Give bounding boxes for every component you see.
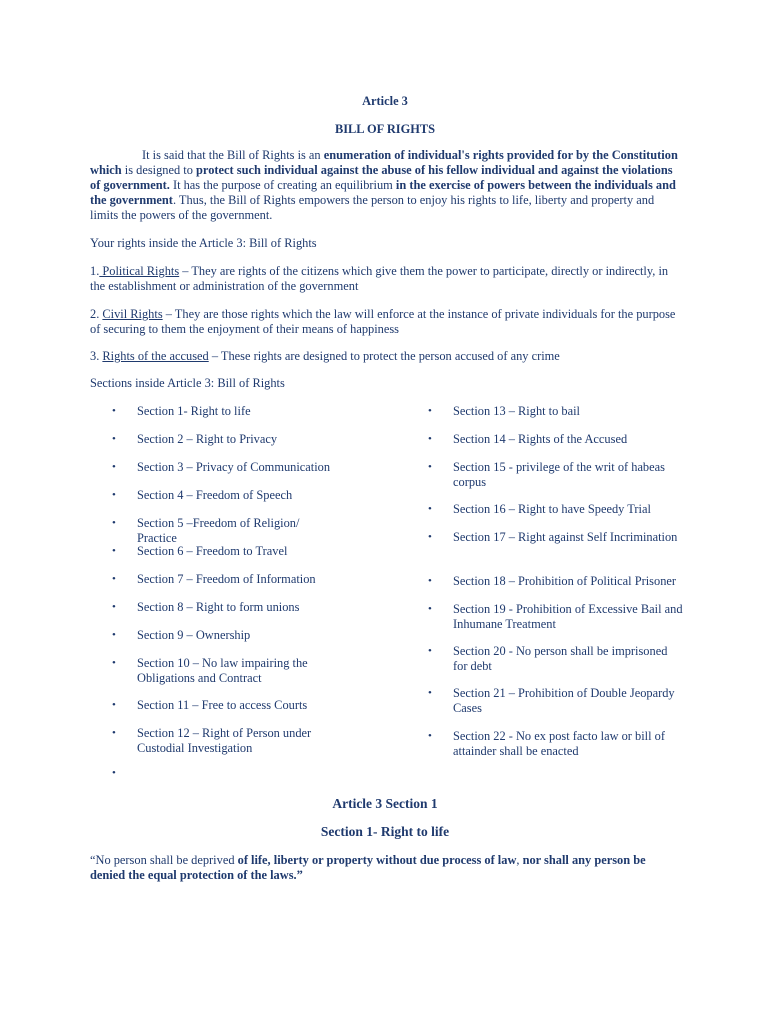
right-description: – They are rights of the citizens which give them the power to participate, directly or indirectly, in the establishment or administration of the government [90,264,669,293]
right-item-civil [90,307,680,337]
sections-heading: Sections inside Article 3: Bill of Rights [90,376,285,390]
bullet-icon: • [112,727,116,739]
intro-text-4: . Thus, the Bill of Rights empowers the person to enjoy his rights to life, liberty and property and limits the powers of the government. [90,193,655,222]
intro-bold-2: protect such individual against the abuse of his fellow individual and against the violations of government. [90,163,673,192]
right-number: 2. [90,307,103,321]
bullet-icon: • [428,645,432,657]
right-description: – They are those rights which the law will enforce at the instance of private individuals for the purpose of securing to them the enjoyment of their means of happiness [90,307,676,336]
section-label: Section 4 – Freedom of Speech [137,488,293,502]
article-title: Article 3 [362,94,408,108]
quote-text-2: , [516,853,523,867]
right-item-political [90,264,680,294]
intro-text-2: is designed to [121,163,197,177]
section-label: Section 10 – No law impairing the Obligations and Contract [137,656,308,685]
section-label: Section 9 – Ownership [137,628,251,642]
section-label: Section 11 – Free to access Courts [137,698,308,712]
intro-text-1: It is said that the Bill of Rights is an [142,148,324,162]
bullet-icon: • [112,767,116,779]
section-label: Section 20 - No person shall be imprisoned for debt [453,644,668,673]
bullet-icon: • [428,730,432,742]
section-label: Section 22 - No ex post facto law or bill of attainder shall be enacted [453,729,665,758]
intro-bold-1: enumeration of individual's rights provided for by the Constitution which [90,148,678,177]
quote-bold-2: nor shall any person be denied the equal protection of the laws.” [90,853,646,882]
section-label: Section 16 – Right to have Speedy Trial [453,502,651,516]
right-number: 3. [90,349,103,363]
bullet-icon: • [112,601,116,613]
section-label: Section 2 – Right to Privacy [137,432,278,446]
right-term: Civil Rights [102,307,163,321]
bullet-icon: • [428,531,432,543]
section1-subheading: Section 1- Right to life [320,824,450,839]
bullet-icon: • [112,573,116,585]
section1-heading: Article 3 Section 1 [332,796,438,811]
intro-bold-3: in the exercise of powers between the individuals and the government [90,178,676,207]
bullet-icon: • [112,699,116,711]
bullet-icon: • [112,629,116,641]
right-term: Political Rights [99,264,180,278]
intro-paragraph [90,148,680,223]
bullet-icon: • [112,517,116,529]
quote-bold-1: of life, liberty or property without due process of law [237,853,517,867]
bullet-icon: • [428,433,432,445]
bullet-icon: • [428,405,432,417]
bullet-icon: • [428,687,432,699]
intro-text-3: It has the purpose of creating an equilibrium [169,178,396,192]
rights-heading: Your rights inside the Article 3: Bill of Rights [90,236,317,250]
bullet-icon: • [428,503,432,515]
section-label: Section 19 - Prohibition of Excessive Bail and Inhumane Treatment [453,602,683,631]
quote-text-1: “No person shall be deprived [90,853,238,867]
right-description: – These rights are designed to protect the person accused of any crime [208,349,560,363]
section-label: Section 7 – Freedom of Information [137,572,316,586]
bullet-icon: • [112,489,116,501]
section-label: Section 5 –Freedom of Religion/ Practice [137,516,300,545]
section-label: Section 3 – Privacy of Communication [137,460,331,474]
right-item-accused [90,349,680,364]
section-label: Section 13 – Right to bail [453,404,580,418]
bullet-icon: • [112,461,116,473]
bullet-icon: • [428,461,432,473]
section-label: Section 8 – Right to form unions [137,600,300,614]
bullet-icon: • [428,603,432,615]
section-label: Section 14 – Rights of the Accused [453,432,628,446]
bullet-icon: • [112,433,116,445]
section-label: Section 1- Right to life [137,404,251,418]
section-label: Section 12 – Right of Person under Custodial Investigation [137,726,312,755]
right-number: 1. [90,264,100,278]
section-label: Section 15 - privilege of the writ of habeas corpus [453,460,665,489]
bullet-icon: • [428,575,432,587]
section-label: Section 6 – Freedom to Travel [137,544,288,558]
bullet-icon: • [112,405,116,417]
right-term: Rights of the accused [102,349,209,363]
section-label: Section 17 – Right against Self Incrimination [453,530,678,544]
bullet-icon: • [112,545,116,557]
bill-of-rights-title: BILL OF RIGHTS [334,122,436,136]
bullet-icon: • [112,657,116,669]
section-label: Section 18 – Prohibition of Political Prisoner [453,574,677,588]
section-label: Section 21 – Prohibition of Double Jeopardy Cases [453,686,675,715]
section1-quote [90,853,680,883]
